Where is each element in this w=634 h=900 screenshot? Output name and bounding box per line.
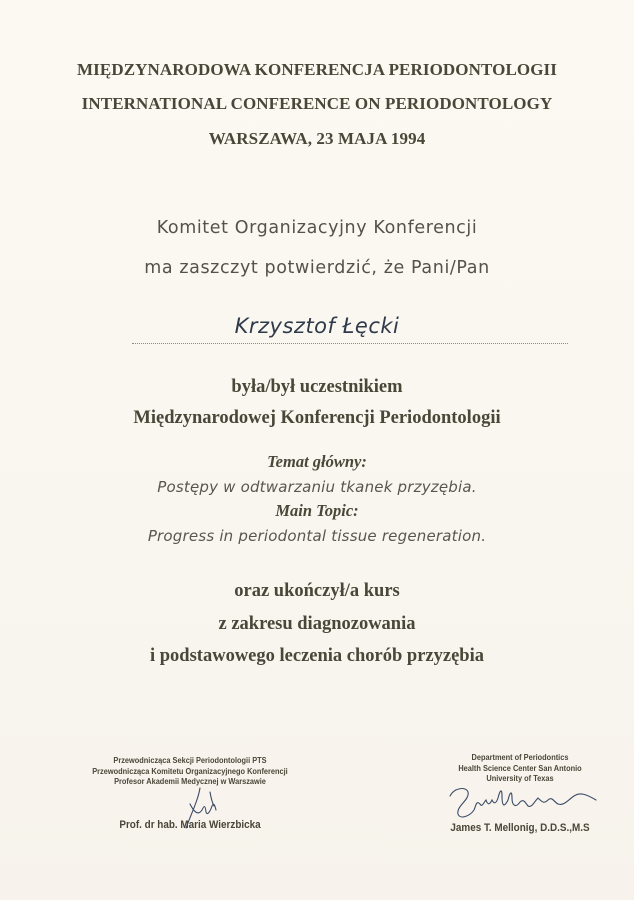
name-dotted-line	[132, 343, 568, 344]
topic-text-polish: Postępy w odtwarzaniu tkanek przyzębia.	[157, 478, 477, 496]
intro-committee: Komitet Organizacyjny Konferencji	[156, 218, 478, 238]
signatory-right-role-3: University of Texas	[486, 773, 554, 783]
signature-right-icon	[446, 782, 606, 826]
header-place-date: WARSZAWA, 23 MAJA 1994	[208, 129, 426, 148]
signature-left-icon	[180, 782, 240, 838]
course-line-1: oraz ukończył/a kurs	[234, 581, 400, 601]
signatory-left-role-2: Przewodnicząca Komitetu Organizacyjnego Konferencji	[92, 765, 288, 776]
signatory-right-name: James T. Mellonig, D.D.S.,M.S	[450, 821, 590, 834]
signatory-left-role-1: Przewodnicząca Sekcji Periodontologii PTS	[113, 755, 267, 765]
header-title-polish: MIĘDZYNARODOWA KONFERENCJA PERIODONTOLOGII	[77, 60, 557, 79]
topic-label-english: Main Topic:	[275, 501, 359, 520]
participation-line-1: była/był uczestnikiem	[231, 377, 403, 397]
topic-text-english: Progress in periodontal tissue regeneration.	[147, 527, 487, 545]
signatory-left-name: Prof. dr hab. Maria Wierzbicka	[119, 818, 261, 831]
signatory-left-role-3: Profesor Akademii Medycznej w Warszawie	[114, 776, 266, 786]
participation-line-2: Międzynarodowej Konferencji Periodontologii	[133, 408, 501, 428]
course-line-2: z zakresu diagnozowania	[218, 614, 416, 634]
signatory-right-role-1: Department of Periodontics	[471, 752, 569, 762]
course-line-3: i podstawowego leczenia chorób przyzębia	[150, 646, 484, 666]
intro-confirmation: ma zaszczyt potwierdzić, że Pani/Pan	[144, 258, 490, 278]
topic-label-polish: Temat główny:	[267, 452, 367, 471]
signatory-right-role-2: Health Science Center San Antonio	[458, 762, 582, 773]
header-title-english: INTERNATIONAL CONFERENCE ON PERIODONTOLOGY	[81, 94, 553, 113]
participant-name: Krzysztof Łęcki	[234, 314, 400, 338]
